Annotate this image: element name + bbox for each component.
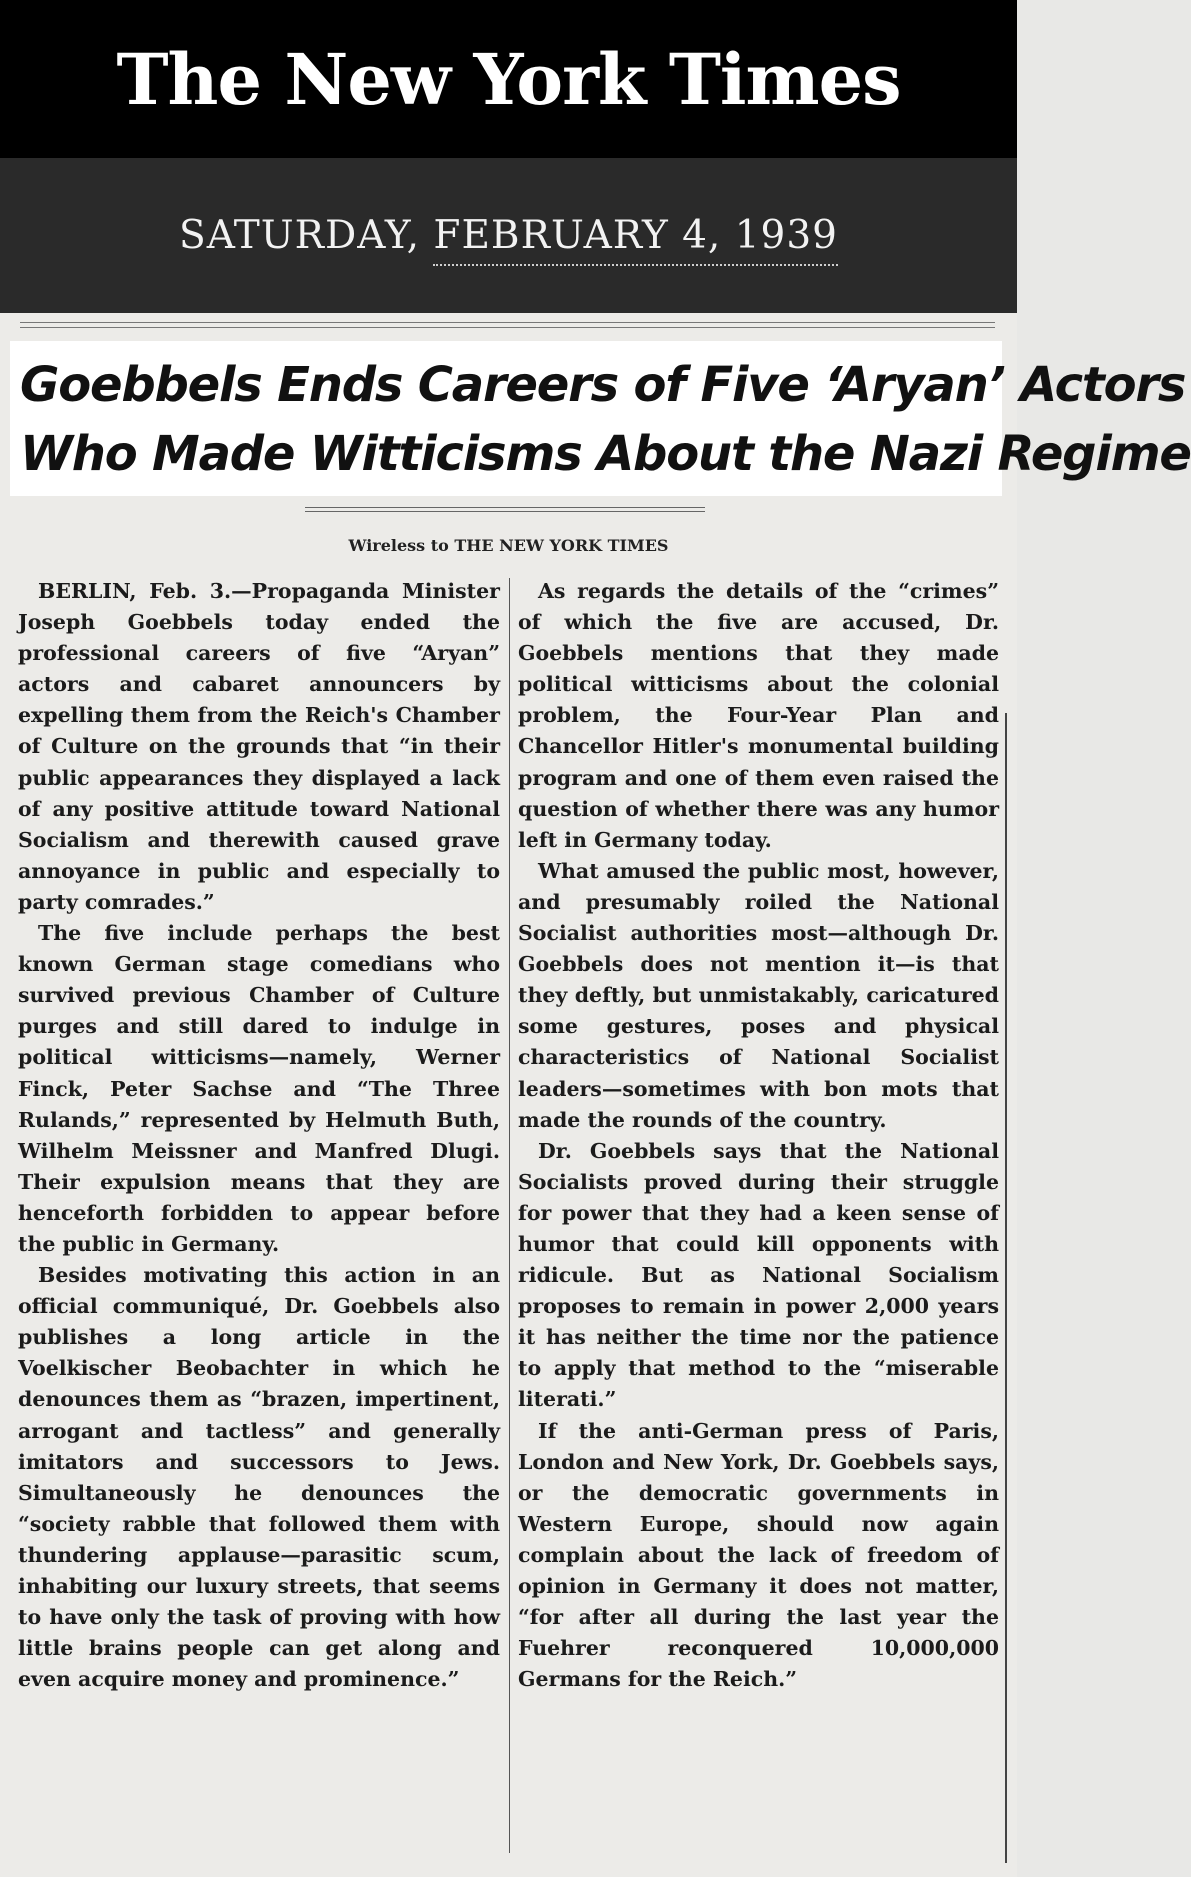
masthead	[0, 0, 1017, 158]
paragraph: The five include perhaps the best known German stage comedians who survived previous Chamber of Culture purges and still dared to indulge in political witticisms—namely, Werner Finck, Peter Sachse and “The Three Rulands,” represented by Helmuth Buth, Wilhelm Meissner and Manfred Dlugi. Their expulsion means that they are henceforth forbidden to appear before the public in Germany.	[18, 921, 500, 1256]
paragraph: BERLIN, Feb. 3.—Propaganda Minister Joseph Goebbels today ended the professional careers of five “Aryan” actors and cabaret announcers by expelling them from the Reich's Chamber of Culture on the grounds that “in their public appearances they displayed a lack of any positive attitude toward National Socialism and therewith caused grave annoyance in public and especially to party comrades.”	[18, 579, 500, 914]
headline-line-1: Goebbels Ends Careers of Five ‘Aryan’ Actors	[20, 357, 1186, 413]
paragraph: If the anti-German press of Paris, London and New York, Dr. Goebbels says, or the democratic governments in Western Europe, should now again complain about the lack of freedom of opinion in Germany it does not matter, “for after all during the last year the Fuehrer reconquered 10,000,000 Germans for the Reich.”	[518, 1418, 999, 1692]
article-column-right	[518, 570, 999, 1695]
paragraph: What amused the public most, however, and presumably roiled the National Socialist authorities most—although Dr. Goebbels does not mention it—is that they deftly, but unmistakably, caricatured some gestures, poses and physical characteristics of National Socialist leaders—sometimes with bon mots that made the rounds of the country.	[518, 858, 999, 1132]
headline-box	[10, 341, 1191, 496]
paragraph: As regards the details of the “crimes” of which the five are accused, Dr. Goebbels mentions that they made political witticisms about the colonial problem, the Four-Year Plan and Chancellor Hitler's monumental building program and one of them even raised the question of whether there was any humor left in Germany today.	[518, 579, 999, 852]
headline-line-2: Who Made Witticisms About the Nazi Regime	[20, 426, 1191, 482]
top-rule	[20, 322, 995, 328]
date-bar	[0, 158, 1017, 313]
paragraph: Besides motivating this action in an official communiqué, Dr. Goebbels also publishes a long article in the Voelkischer Beobachter in which he denounces them as “brazen, impertinent, arrogant and tactless” and generally imitators and successors to Jews. Simultaneously he denounces the “society rabble that followed them with thundering applause—parasitic scum, inhabiting our luxury streets, that seems to have only the task of proving with how little brains people can get along and even acquire money and prominence.”	[18, 1263, 500, 1692]
clipping-edge	[1005, 713, 1007, 1863]
masthead-title: The New York Times	[116, 37, 901, 121]
issue-date	[179, 213, 838, 258]
article-column-left	[18, 570, 500, 1695]
article-clipping	[0, 313, 1191, 1877]
paragraph: Dr. Goebbels says that the National Socialists proved during their struggle for power that they had a keen sense of humor that could kill opponents with ridicule. But as National Socialism proposes to remain in power 2,000 years it has neither the time nor the patience to apply that method to the “miserable literati.”	[518, 1138, 999, 1412]
wire-credit: Wireless to THE NEW YORK TIMES	[348, 536, 669, 555]
issue-date-link[interactable]: FEBRUARY 4, 1939	[433, 213, 838, 266]
headline-rule	[305, 507, 705, 512]
headline	[10, 341, 1191, 489]
issue-weekday: SATURDAY,	[179, 213, 434, 258]
column-divider	[509, 578, 510, 1853]
